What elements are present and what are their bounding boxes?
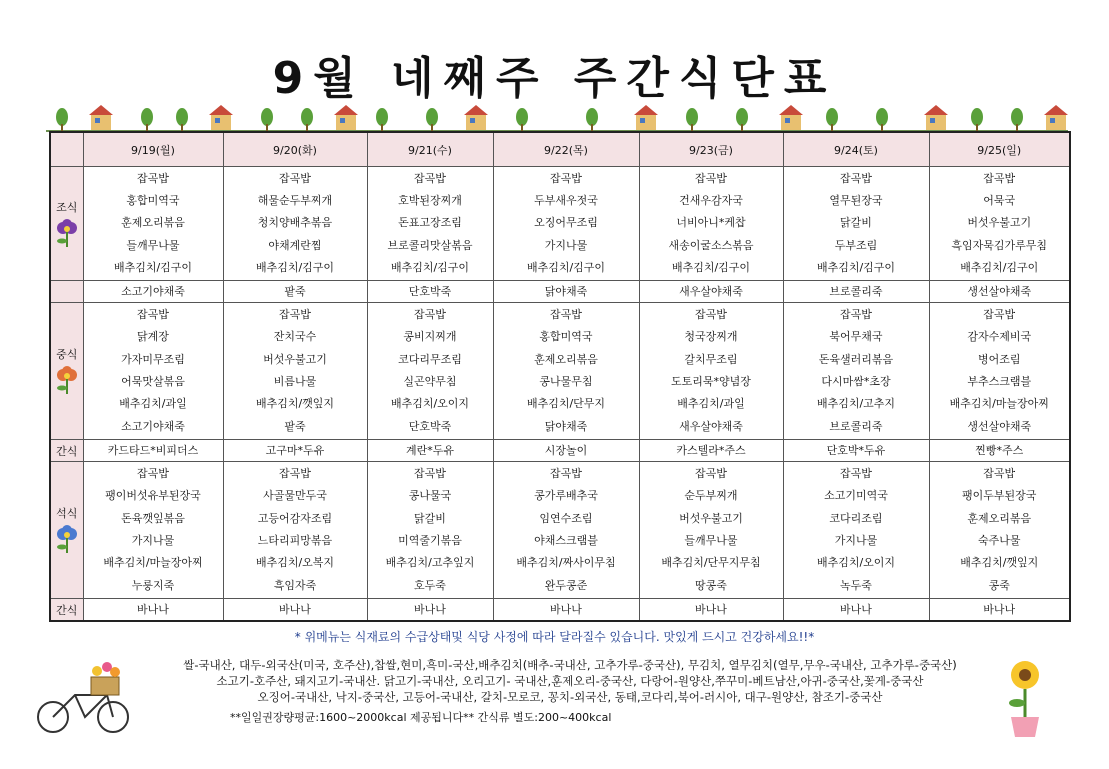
menu-item: 배추김치/김구이 <box>390 261 470 275</box>
breakfast-day-cell <box>639 167 783 281</box>
menu-item: 바나나 <box>783 599 929 622</box>
menu-item: 어묵국 <box>983 193 1016 207</box>
menu-item: 잡곡밥 <box>840 307 872 321</box>
menu-item: 팥죽 <box>223 281 367 303</box>
blue-flower-icon <box>54 525 80 555</box>
menu-item: 배추김치/김구이 <box>816 261 896 275</box>
menu-item: 닭갈비 <box>840 216 872 230</box>
menu-item: 훈제오리볶음 <box>121 216 185 230</box>
menu-item: 잡곡밥 <box>279 466 311 480</box>
dinner-day-cell <box>929 462 1070 599</box>
menu-item: 가자미무조림 <box>121 352 185 366</box>
origin-line: 오징어-국내산, 낙지-중국산, 고등어-국내산, 갈치-모로코, 꽁치-외국산, 동태,코다리,북어-러시아, 대구-원양산, 참조기-중국산 <box>257 690 883 704</box>
menu-item: 들깨무나물 <box>126 238 180 252</box>
menu-item: 잡곡밥 <box>279 171 311 185</box>
tree-icon <box>1011 108 1023 131</box>
menu-item: 생선살야채죽 <box>967 419 1032 433</box>
day-header: 9/23(금) <box>639 132 783 167</box>
tree-icon <box>876 108 888 131</box>
day-header: 9/20(화) <box>223 132 367 167</box>
menu-item: 팥죽 <box>284 419 306 433</box>
menu-item: 배추김치/단무지무침 <box>661 556 761 570</box>
dinner-day-cell <box>493 462 639 599</box>
tree-icon <box>141 108 153 131</box>
menu-item: 브로콜리죽 <box>829 419 883 433</box>
lunch-day-cell <box>223 303 367 440</box>
menu-item: 잡곡밥 <box>414 171 446 185</box>
day-header: 9/25(일) <box>929 132 1070 167</box>
menu-item: 북어무채국 <box>829 330 883 344</box>
bicycle-flowers-illustration <box>35 655 135 740</box>
menu-item: 잡곡밥 <box>550 466 582 480</box>
snack1-row <box>50 440 1070 462</box>
menu-item: 잡곡밥 <box>137 171 169 185</box>
lunch-day-cell <box>367 303 493 440</box>
lunch-day-cell <box>83 303 223 440</box>
menu-item: 배추김치/오복지 <box>255 556 335 570</box>
menu-item: 잡곡밥 <box>695 171 727 185</box>
breakfast-row <box>50 167 1070 281</box>
menu-item: 병어조림 <box>977 352 1021 366</box>
menu-item: 땅콩죽 <box>695 578 727 592</box>
menu-item: 닭계장 <box>137 330 169 344</box>
meal-label: 조식 <box>56 200 78 214</box>
menu-item: 잡곡밥 <box>550 171 582 185</box>
tree-icon <box>686 108 698 131</box>
menu-item: 돈육깻잎볶음 <box>121 511 185 525</box>
dinner-day-cell <box>639 462 783 599</box>
page-title: 9월 네째주 주간식단표 <box>272 53 837 104</box>
menu-item: 배추김치/오이지 <box>816 556 896 570</box>
breakfast-day-cell <box>223 167 367 281</box>
menu-item: 잡곡밥 <box>137 307 169 321</box>
breakfast-porridge-label-cell <box>50 281 83 303</box>
weekly-menu-table <box>49 131 1071 622</box>
menu-item: 시장놀이 <box>493 440 639 462</box>
dinner-day-cell <box>223 462 367 599</box>
house-icon <box>1044 105 1068 130</box>
menu-item: 콩가루배추국 <box>534 489 598 503</box>
tree-icon <box>56 108 68 131</box>
lunch-row <box>50 303 1070 440</box>
menu-item: 버섯우불고기 <box>679 511 743 525</box>
menu-item: 배추김치/오이지 <box>390 397 470 411</box>
menu-item: 녹두죽 <box>840 578 872 592</box>
menu-item: 잡곡밥 <box>695 466 727 480</box>
lunch-day-cell <box>929 303 1070 440</box>
menu-item: 배추김치/깻잎지 <box>255 397 335 411</box>
menu-item: 잡곡밥 <box>983 171 1016 185</box>
breakfast-day-cell <box>783 167 929 281</box>
dinner-day-cell <box>367 462 493 599</box>
menu-item: 닭야채죽 <box>493 281 639 303</box>
house-icon <box>464 105 488 130</box>
menu-item: 버섯우불고기 <box>263 352 327 366</box>
menu-item: 어묵맛살볶음 <box>121 375 185 388</box>
menu-item: 단호박죽 <box>408 419 452 433</box>
menu-item: 호두죽 <box>414 578 446 592</box>
breakfast-porridge-row <box>50 281 1070 303</box>
menu-item: 호박된장찌개 <box>398 193 462 207</box>
meal-label: 간식 <box>56 444 78 458</box>
menu-item: 부추스크램블 <box>967 375 1032 388</box>
menu-item: 배추김치/단무지 <box>526 397 606 411</box>
menu-item: 돈육샐러리볶음 <box>818 352 894 366</box>
menu-item: 버섯우불고기 <box>967 216 1032 230</box>
dinner-day-cell <box>783 462 929 599</box>
menu-item: 배추김치/깻잎지 <box>960 556 1039 570</box>
menu-item: 두부새우젓국 <box>534 193 598 207</box>
meal-label: 간식 <box>56 603 78 617</box>
snack1-label-cell <box>50 440 83 462</box>
meal-label: 석식 <box>56 507 78 520</box>
house-icon <box>779 105 803 130</box>
tree-icon <box>176 108 188 131</box>
menu-item: 브로콜리죽 <box>783 281 929 303</box>
menu-item: 청치양배추볶음 <box>257 216 333 230</box>
dinner-row <box>50 462 1070 599</box>
menu-item: 바나나 <box>929 599 1070 622</box>
tree-icon <box>376 108 388 131</box>
day-header: 9/24(토) <box>783 132 929 167</box>
house-icon <box>209 105 233 130</box>
day-header: 9/22(목) <box>493 132 639 167</box>
menu-item: 생선살야채죽 <box>929 281 1070 303</box>
day-header-row <box>50 132 1070 167</box>
tree-icon <box>736 108 748 131</box>
menu-item: 카드타드*비피더스 <box>83 440 223 462</box>
menu-item: 브로콜리맛살볶음 <box>387 238 473 252</box>
menu-item: 바나나 <box>493 599 639 622</box>
menu-item: 닭야채죽 <box>544 419 588 433</box>
menu-item: 잡곡밥 <box>279 307 311 321</box>
menu-item: 배추김치/마늘장아찌 <box>103 556 203 570</box>
menu-item: 임연수조림 <box>539 511 593 525</box>
house-icon <box>334 105 358 130</box>
menu-item: 잡곡밥 <box>414 466 446 480</box>
menu-item: 팽이버섯유부된장국 <box>105 489 201 503</box>
menu-item: 배추김치/김구이 <box>113 261 193 275</box>
menu-item: 바나나 <box>223 599 367 622</box>
menu-item: 훈제오리볶음 <box>534 352 598 366</box>
flower-cart-icon <box>54 366 80 396</box>
snack2-label-cell <box>50 599 83 622</box>
origin-info <box>140 657 1000 705</box>
menu-item: 계란*두유 <box>367 440 493 462</box>
menu-item: 가지나물 <box>834 534 878 547</box>
tree-icon <box>586 108 598 131</box>
lunch-label-cell <box>50 303 83 440</box>
lunch-day-cell <box>783 303 929 440</box>
menu-item: 바나나 <box>83 599 223 622</box>
tree-icon <box>426 108 438 131</box>
menu-item: 사골물만두국 <box>263 489 327 503</box>
breakfast-day-cell <box>493 167 639 281</box>
menu-item: 잡곡밥 <box>695 307 727 321</box>
sunflower-pot-illustration <box>995 655 1055 740</box>
menu-item: 배추김치/짜사이무침 <box>516 556 616 570</box>
menu-item: 콩나물무침 <box>539 375 593 388</box>
menu-item: 바나나 <box>639 599 783 622</box>
menu-item: 배추김치/고추잎지 <box>385 556 475 570</box>
violet-flower-icon <box>54 219 80 249</box>
menu-item: 배추김치/김구이 <box>255 261 335 275</box>
tree-icon <box>826 108 838 131</box>
menu-item: 바나나 <box>367 599 493 622</box>
breakfast-label-cell <box>50 167 83 281</box>
menu-item: 잡곡밥 <box>840 171 872 185</box>
menu-item: 배추김치/김구이 <box>526 261 606 275</box>
menu-item: 느타리피망볶음 <box>257 534 333 547</box>
menu-item: 잡곡밥 <box>840 466 872 480</box>
breakfast-day-cell <box>83 167 223 281</box>
lunch-day-cell <box>493 303 639 440</box>
menu-item: 단호박*두유 <box>783 440 929 462</box>
menu-item: 단호박죽 <box>367 281 493 303</box>
menu-item: 실곤약무침 <box>403 375 457 388</box>
menu-item: 콩비지찌개 <box>403 330 457 344</box>
menu-item: 잡곡밥 <box>983 466 1016 480</box>
menu-item: 건새우감자국 <box>679 193 743 207</box>
menu-item: 코다리조림 <box>829 511 883 525</box>
kcal-info: **일일권장량평균:1600~2000kcal 제공됩니다** 간식류 별도:200~400kcal <box>230 711 612 724</box>
menu-item: 야채계란찜 <box>268 238 322 252</box>
menu-item: 배추김치/과일 <box>119 397 187 411</box>
tree-icon <box>971 108 983 131</box>
menu-item: 열무된장국 <box>829 193 883 207</box>
menu-item: 닭갈비 <box>414 511 446 525</box>
notice-text: * 위메뉴는 식재료의 수급상태및 식당 사정에 따라 달라질수 있습니다. 맛있게 드시고 건강하세요!!* <box>294 630 815 644</box>
menu-item: 비름나물 <box>273 375 317 388</box>
menu-item: 두부조림 <box>834 238 878 252</box>
menu-item: 너비아니*케찹 <box>676 216 746 230</box>
menu-item: 숙주나물 <box>977 534 1021 547</box>
menu-item: 들깨무나물 <box>684 534 738 547</box>
breakfast-day-cell <box>367 167 493 281</box>
snack2-row <box>50 599 1070 622</box>
menu-item: 배추김치/마늘장아찌 <box>949 397 1049 411</box>
menu-item: 새우살야채죽 <box>679 419 743 433</box>
menu-item: 소고기야채죽 <box>121 419 185 433</box>
menu-item: 팽이두부된장국 <box>962 489 1037 503</box>
lunch-day-cell <box>639 303 783 440</box>
menu-item: 흑임자죽 <box>273 578 317 592</box>
menu-item: 돈표고장조림 <box>398 216 462 230</box>
menu-item: 코다리무조림 <box>398 352 462 366</box>
menu-item: 가지나물 <box>544 238 588 252</box>
menu-item: 콩죽 <box>988 578 1010 592</box>
menu-item: 배추김치/김구이 <box>960 261 1039 275</box>
day-header: 9/21(수) <box>367 132 493 167</box>
origin-line: 소고기-호주산, 돼지고기-국내산. 닭고기-국내산, 오리고기- 국내산,훈제오리-중국산, 다랑어-원양산,쭈꾸미-베트남산,아귀-중국산,꽃게-중국산 <box>216 674 924 688</box>
menu-item: 홍합미역국 <box>126 193 180 207</box>
menu-item: 잔치국수 <box>273 330 317 344</box>
menu-item: 홍합미역국 <box>539 330 593 344</box>
menu-item: 잡곡밥 <box>550 307 582 321</box>
menu-item: 갈치무조림 <box>684 352 738 366</box>
menu-item: 훈제오리볶음 <box>967 511 1032 525</box>
menu-item: 고구마*두유 <box>223 440 367 462</box>
menu-item: 해물순두부찌개 <box>257 193 333 207</box>
menu-item: 고등어감자조림 <box>257 511 333 525</box>
menu-item: 오징어무조림 <box>534 216 598 230</box>
tree-icon <box>516 108 528 131</box>
menu-item: 잡곡밥 <box>137 466 169 480</box>
menu-item: 잡곡밥 <box>983 307 1016 321</box>
meal-label: 중식 <box>56 348 78 361</box>
house-icon <box>89 105 113 130</box>
menu-item: 콩나물국 <box>408 489 452 503</box>
menu-item: 야채스크램블 <box>534 534 598 547</box>
menu-item: 배추김치/과일 <box>677 397 745 411</box>
origin-line: 쌀-국내산, 대두-외국산(미국, 호주산),찹쌀,현미,흑미-국산,배추김치(배추-국내산, 고추가루-중국산), 무김치, 열무김치(열무,무우-국내산, 고추가루-중국산) <box>183 658 957 672</box>
menu-item: 소고기미역국 <box>824 489 888 503</box>
menu-item: 감자수제비국 <box>967 330 1032 344</box>
house-icon <box>924 105 948 130</box>
menu-item: 카스텔라*주스 <box>639 440 783 462</box>
menu-item: 청국장찌개 <box>684 330 738 344</box>
dinner-label-cell <box>50 462 83 599</box>
menu-item: 누룽지죽 <box>131 578 175 592</box>
menu-item: 배추김치/고추지 <box>816 397 896 411</box>
day-header: 9/19(월) <box>83 132 223 167</box>
menu-item: 잡곡밥 <box>414 307 446 321</box>
menu-item: 완두콩준 <box>544 578 588 592</box>
menu-item: 찐빵*주스 <box>929 440 1070 462</box>
corner-cell <box>50 132 83 167</box>
dinner-day-cell <box>83 462 223 599</box>
menu-item: 미역줄기볶음 <box>398 534 462 547</box>
tree-icon <box>261 108 273 131</box>
menu-item: 순두부찌개 <box>684 489 738 503</box>
breakfast-day-cell <box>929 167 1070 281</box>
menu-item: 가지나물 <box>131 534 175 547</box>
tree-icon <box>301 108 313 131</box>
menu-item: 다시마쌈*초장 <box>821 375 891 388</box>
house-icon <box>634 105 658 130</box>
menu-item: 새송이굴소스볶음 <box>668 238 754 252</box>
menu-item: 새우살야채죽 <box>639 281 783 303</box>
menu-item: 흑임자묵김가루무침 <box>951 238 1048 252</box>
menu-item: 배추김치/김구이 <box>671 261 751 275</box>
menu-item: 도토리묵*양념장 <box>671 375 751 388</box>
menu-item: 소고기야채죽 <box>83 281 223 303</box>
